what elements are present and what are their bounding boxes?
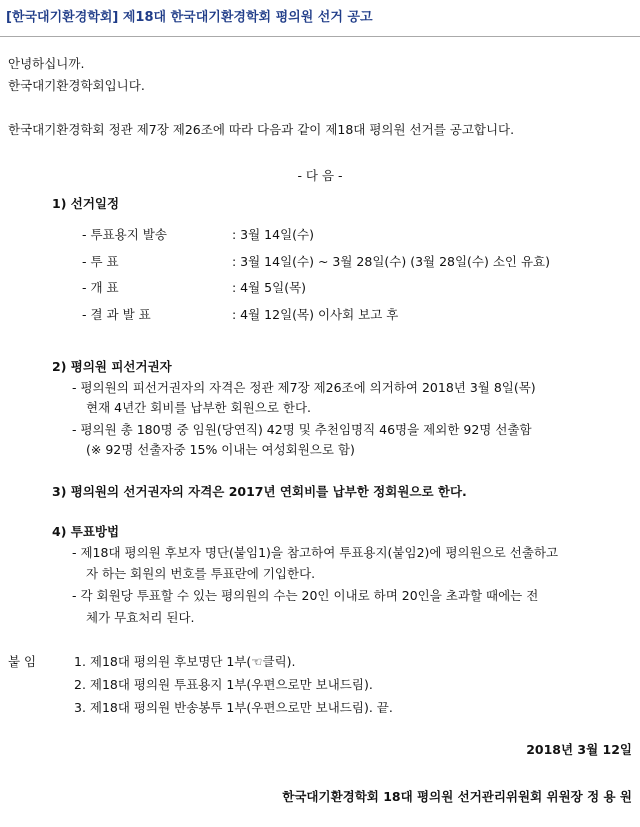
- section2-heading: 2) 평의원 피선거권자: [52, 359, 172, 374]
- signature: 한국대기환경학회 18대 평의원 선거관리위원회 위원장 정 용 원: [282, 789, 632, 804]
- schedule-label: - 개 표: [82, 280, 119, 295]
- schedule-label: - 투표용지 발송: [82, 227, 167, 242]
- section3-heading: 3) 평의원의 선거권자의 자격은 2017년 연회비를 납부한 정회원으로 한다.: [52, 484, 467, 499]
- section2-line: 현재 4년간 회비를 납부한 회원으로 한다.: [86, 400, 311, 415]
- title-divider: [0, 36, 640, 37]
- greeting-line-2: 한국대기환경학회입니다.: [8, 78, 145, 93]
- attachment-item: 2. 제18대 평의원 투표용지 1부(우편으로만 보내드림).: [74, 677, 373, 692]
- greeting-line-1: 안녕하십니까.: [8, 56, 85, 71]
- notice-title: [한국대기환경학회] 제18대 한국대기환경학회 평의원 선거 공고: [6, 10, 373, 25]
- notice-date: 2018년 3월 12일: [526, 742, 632, 757]
- schedule-label: - 결 과 발 표: [82, 307, 151, 322]
- section4-line: 체가 무효처리 된다.: [86, 610, 195, 625]
- schedule-value: : 4월 12일(목) 이사회 보고 후: [232, 307, 399, 322]
- schedule-value: : 4월 5일(목): [232, 280, 307, 295]
- section4-heading: 4) 투표방법: [52, 524, 120, 539]
- section2-line: - 평의원의 피선거권자의 자격은 정관 제7장 제26조에 의거하여 2018년 3월 8일(목): [72, 380, 536, 395]
- section4-line: - 제18대 평의원 후보자 명단(붙임1)을 참고하여 투표용지(붙임2)에 평의원으로 선출하고: [72, 545, 559, 560]
- attachment-link-candidates[interactable]: 1. 제18대 평의원 후보명단 1부(☜클릭).: [74, 654, 296, 669]
- attachments-label: 붙 임: [8, 654, 37, 669]
- section4-line: 자 하는 회원의 번호를 투표란에 기입한다.: [86, 566, 316, 581]
- attachment-item: 3. 제18대 평의원 반송봉투 1부(우편으로만 보내드림). 끝.: [74, 700, 393, 715]
- schedule-label: - 투 표: [82, 254, 119, 269]
- schedule-value: : 3월 14일(수) ~ 3월 28일(수) (3월 28일(수) 소인 유효): [232, 254, 551, 269]
- center-heading: - 다 음 -: [297, 168, 343, 183]
- section2-line: - 평의원 총 180명 중 임원(당연직) 42명 및 추천임명직 46명을 제외한 92명 선출함: [72, 422, 532, 437]
- intro-text: 한국대기환경학회 정관 제7장 제26조에 따라 다음과 같이 제18대 평의원 선거를 공고합니다.: [8, 122, 515, 137]
- section1-heading: 1) 선거일정: [52, 196, 120, 211]
- schedule-value: : 3월 14일(수): [232, 227, 314, 242]
- section2-line: (※ 92명 선출자중 15% 이내는 여성회원으로 함): [86, 442, 355, 457]
- section4-line: - 각 회원당 투표할 수 있는 평의원의 수는 20인 이내로 하며 20인을 초과할 때에는 전: [72, 588, 539, 603]
